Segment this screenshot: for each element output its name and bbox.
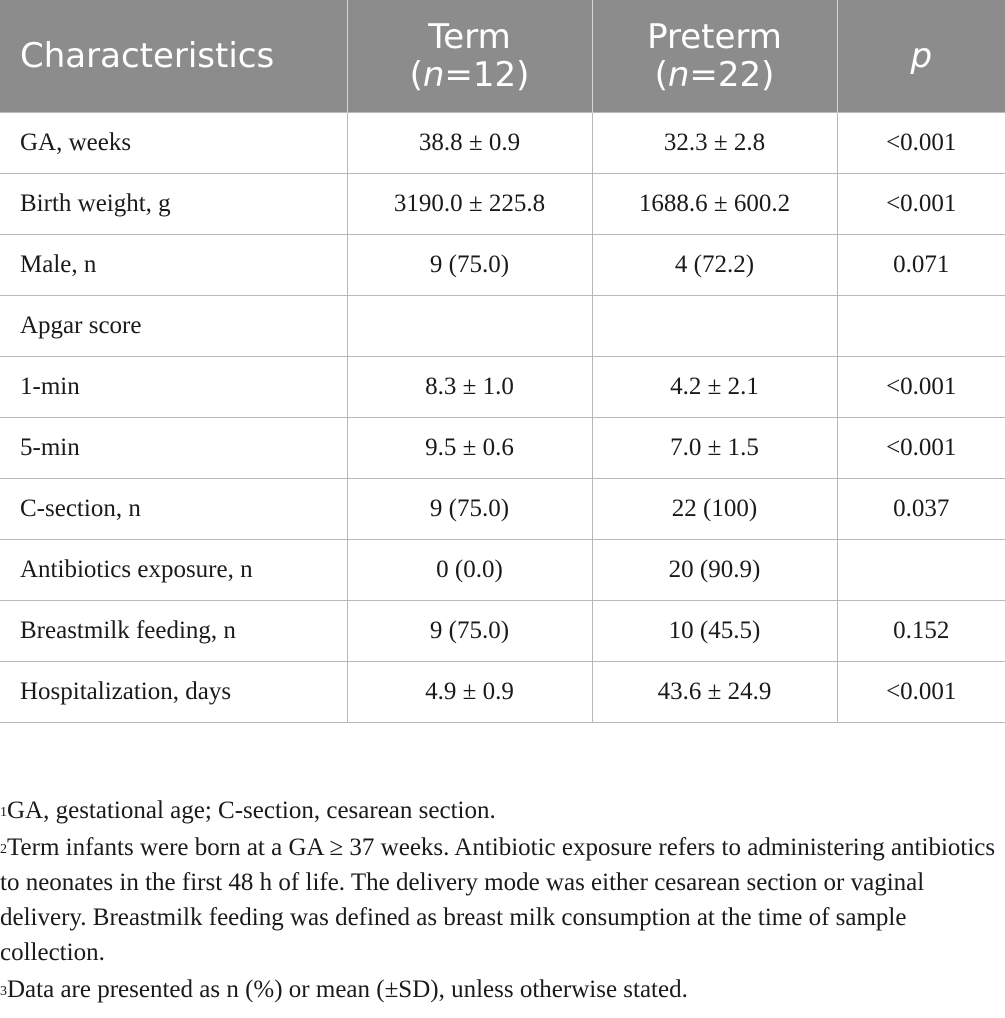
header-p-value	[837, 0, 1005, 113]
table-row	[0, 418, 1005, 479]
footnote-3	[0, 972, 1000, 1007]
term-value: 38.8 ± 0.9	[347, 113, 592, 174]
table-row	[0, 479, 1005, 540]
table-row	[0, 357, 1005, 418]
p-value: <0.001	[837, 357, 1005, 418]
p-value: <0.001	[837, 174, 1005, 235]
preterm-value: 43.6 ± 24.9	[592, 662, 837, 723]
row-label: C-section, n	[0, 479, 347, 540]
table-header	[0, 0, 1005, 113]
header-term-count: (n=12)	[409, 55, 530, 95]
header-preterm-label: Preterm	[647, 17, 782, 57]
table-footnotes	[0, 793, 1000, 1009]
footnote-text: Data are presented as n (%) or mean (±SD), unless otherwise stated.	[7, 976, 688, 1003]
table-row	[0, 540, 1005, 601]
table-row	[0, 662, 1005, 723]
preterm-value: 22 (100)	[592, 479, 837, 540]
row-label: GA, weeks	[0, 113, 347, 174]
p-value	[837, 296, 1005, 357]
footnote-1	[0, 793, 1000, 828]
row-label: Hospitalization, days	[0, 662, 347, 723]
row-label: Birth weight, g	[0, 174, 347, 235]
p-value: <0.001	[837, 662, 1005, 723]
p-value: 0.071	[837, 235, 1005, 296]
p-value	[837, 540, 1005, 601]
footnote-2	[0, 830, 1000, 970]
table-row	[0, 174, 1005, 235]
term-value: 0 (0.0)	[347, 540, 592, 601]
row-label: Breastmilk feeding, n	[0, 601, 347, 662]
term-value: 9 (75.0)	[347, 601, 592, 662]
preterm-value: 10 (45.5)	[592, 601, 837, 662]
table-row	[0, 296, 1005, 357]
term-value: 9 (75.0)	[347, 479, 592, 540]
row-label: 5-min	[0, 418, 347, 479]
p-value: 0.037	[837, 479, 1005, 540]
row-label: Antibiotics exposure, n	[0, 540, 347, 601]
header-term	[347, 0, 592, 113]
header-p-label: p	[910, 36, 933, 76]
header-preterm-count: (n=22)	[654, 55, 775, 95]
header-characteristics	[0, 0, 347, 113]
header-preterm	[592, 0, 837, 113]
footnote-marker: 1	[0, 805, 7, 820]
preterm-value: 7.0 ± 1.5	[592, 418, 837, 479]
preterm-value: 20 (90.9)	[592, 540, 837, 601]
row-label: Apgar score	[0, 296, 347, 357]
term-value: 4.9 ± 0.9	[347, 662, 592, 723]
row-label: Male, n	[0, 235, 347, 296]
p-value: <0.001	[837, 418, 1005, 479]
term-value: 3190.0 ± 225.8	[347, 174, 592, 235]
table-row	[0, 601, 1005, 662]
p-value: 0.152	[837, 601, 1005, 662]
header-characteristics-label: Characteristics	[20, 36, 275, 76]
table-row	[0, 235, 1005, 296]
term-value: 9 (75.0)	[347, 235, 592, 296]
preterm-value: 4.2 ± 2.1	[592, 357, 837, 418]
term-value: 8.3 ± 1.0	[347, 357, 592, 418]
footnote-marker: 2	[0, 842, 7, 857]
term-value	[347, 296, 592, 357]
footnote-text: Term infants were born at a GA ≥ 37 weeks. Antibiotic exposure refers to administering antibiotics to neonates in the first 48 h of life. The delivery mode was either cesarean section or vaginal delivery. Breastmilk feeding was defined as breast milk consumption at the time of sample collection.	[0, 834, 996, 966]
preterm-value: 1688.6 ± 600.2	[592, 174, 837, 235]
preterm-value	[592, 296, 837, 357]
footnote-marker: 3	[0, 984, 7, 999]
footnote-text: GA, gestational age; C-section, cesarean section.	[7, 797, 496, 824]
header-term-label: Term	[428, 17, 511, 57]
header-row	[0, 0, 1005, 113]
preterm-value: 32.3 ± 2.8	[592, 113, 837, 174]
p-value: <0.001	[837, 113, 1005, 174]
row-label: 1-min	[0, 357, 347, 418]
table-row	[0, 113, 1005, 174]
table-body	[0, 113, 1005, 723]
preterm-value: 4 (72.2)	[592, 235, 837, 296]
term-value: 9.5 ± 0.6	[347, 418, 592, 479]
